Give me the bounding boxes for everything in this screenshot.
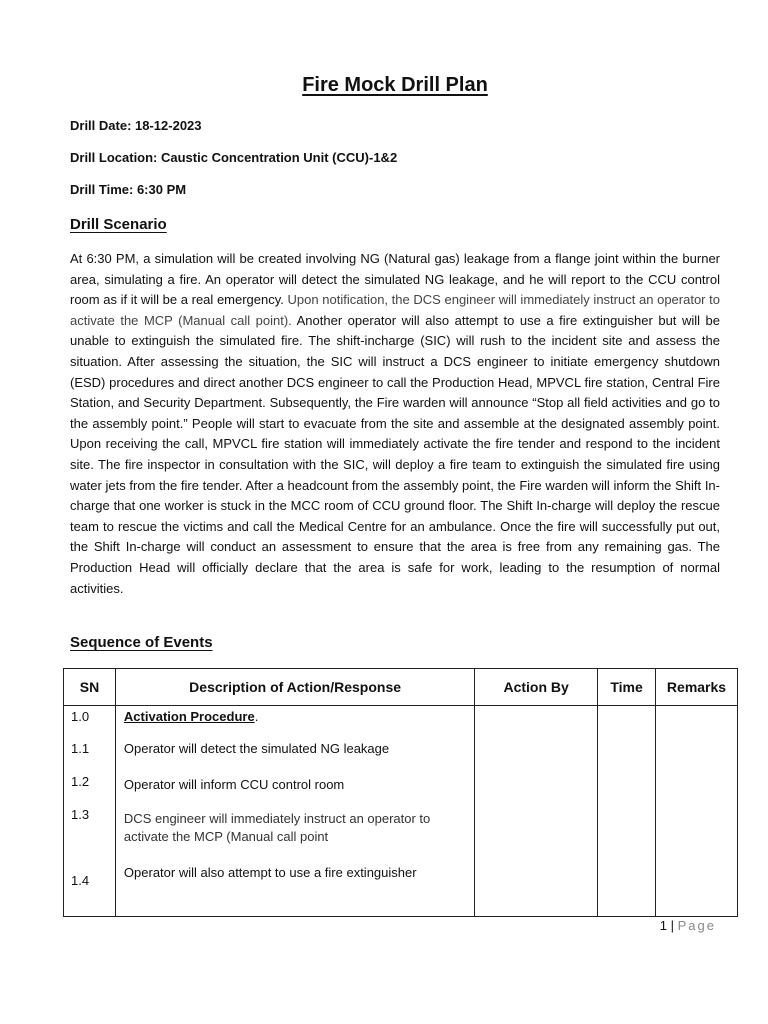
time-cell — [598, 706, 656, 917]
column-header-time: Time — [598, 669, 656, 706]
column-header-description: Description of Action/Response — [115, 669, 474, 706]
page-title: Fire Mock Drill Plan — [302, 74, 488, 96]
page-number-value: 1 — [659, 918, 667, 933]
description-1-1: Operator will detect the simulated NG leakage — [123, 741, 390, 756]
sn-1-4: 1.4 — [71, 873, 90, 888]
sn-1-1: 1.1 — [71, 741, 90, 756]
remarks-cell — [656, 706, 738, 917]
description-1-4: Operator will also attempt to use a fire extinguisher — [123, 865, 417, 880]
sequence-table — [63, 668, 738, 917]
sequence-of-events-heading: Sequence of Events — [70, 634, 213, 651]
activation-procedure-label: Activation Procedure — [123, 709, 255, 724]
sn-cell — [64, 706, 116, 917]
sn-1-0: 1.0 — [71, 709, 90, 724]
action-by-cell — [475, 706, 598, 917]
scenario-text-part-2: Upon notification, the DCS engineer will immediately instruct an operator to activate the MCP (Manual call point). — [70, 292, 720, 328]
drill-date: Drill Date: 18-12-2023 — [70, 118, 202, 133]
page-number-separator: | — [670, 918, 674, 933]
description-1-3: DCS engineer will immediately instruct an operator to activate the MCP (Manual call point — [123, 811, 431, 844]
drill-time: Drill Time: 6:30 PM — [70, 182, 187, 197]
table-row — [64, 706, 738, 917]
activation-procedure-suffix: . — [254, 709, 259, 724]
table-header-row — [64, 669, 738, 706]
scenario-text-part-3: Another operator will also attempt to use a fire extinguisher but will be unable to extinguish the simulated fire. The shift-incharge (SIC) will rush to the incident site and assess the situation. After assessing the situation, the SIC will instruct a DCS engineer to initiate emergency shutdown (ESD) procedures and direct another DCS engineer to call the Production Head, MPVCL fire station, Central Fire Station, and Security Department. Subsequently, the Fire warden will announce “Stop all field activities and go to the assembly point.” People will start to evacuate from the site and assemble at the designated assembly point. Upon receiving the call, MPVCL fire station will immediately activate the fire tender and respond to the incident site. The fire inspector in consultation with the SIC, will deploy a fire team to extinguish the simulated fire using water jets from the fire tender. After a headcount from the assembly point, the Fire warden will inform the Shift In-charge that one worker is stuck in the MCC room of CCU ground floor. The Shift In-charge will deploy the rescue team to rescue the victims and call the Medical Centre for an ambulance. Once the fire will successfully put out, the Shift In-charge will conduct an assessment to ensure that the area is free from any remaining gas. The Production Head will officially declare that the area is safe for work, leading to the resumption of normal activities. — [70, 312, 720, 596]
column-header-action-by: Action By — [475, 669, 598, 706]
description-cell — [115, 706, 474, 917]
drill-scenario-heading: Drill Scenario — [70, 216, 167, 233]
drill-scenario-text — [70, 249, 720, 599]
page-number — [660, 918, 716, 933]
column-header-remarks: Remarks — [656, 669, 738, 706]
description-1-2: Operator will inform CCU control room — [123, 777, 345, 792]
page-label: Page — [677, 918, 716, 933]
scenario-text-part-1: At 6:30 PM, a simulation will be created involving NG (Natural gas) leakage from a flange joint within the burner area, simulating a fire. An operator will detect the simulated NG leakage, and he will report to the CCU control room as if it will be a real emergency. — [70, 251, 720, 308]
column-header-sn: SN — [64, 669, 116, 706]
description-1-0 — [124, 708, 465, 726]
sn-1-2: 1.2 — [71, 774, 90, 789]
drill-location: Drill Location: Caustic Concentration Unit (CCU)-1&2 — [70, 150, 398, 165]
sn-1-3: 1.3 — [71, 807, 90, 822]
